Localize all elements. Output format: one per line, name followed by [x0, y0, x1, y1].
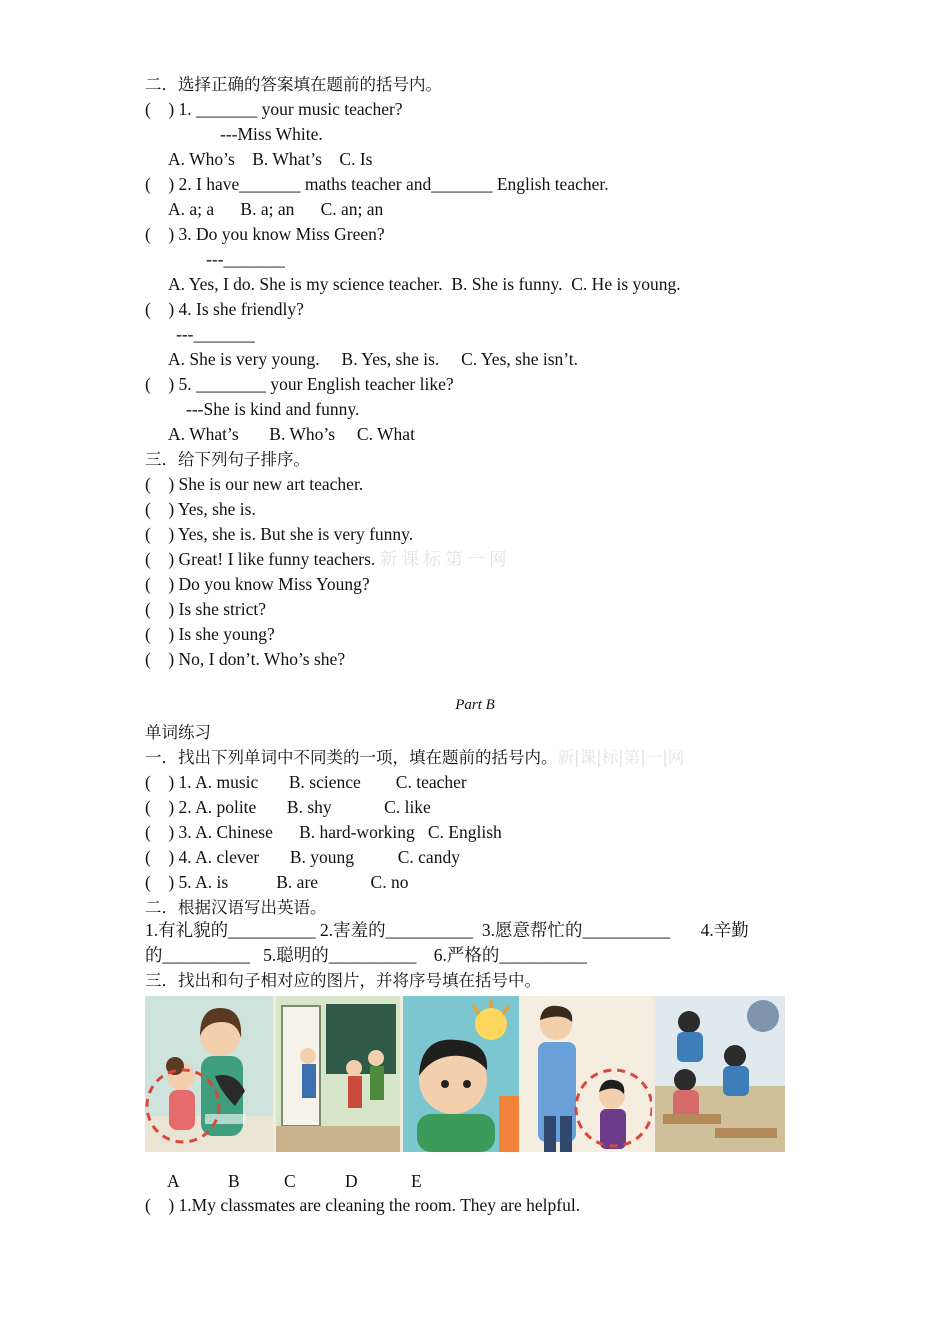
part-b-title: Part B [455, 697, 495, 713]
word-question: ( ) 3. A. Chinese B. hard-working C. English [145, 822, 502, 842]
answer-line: ---_______ [206, 249, 285, 269]
question-line: ( ) 4. Is she friendly? [145, 299, 304, 319]
options-line: A. Who’s B. What’s C. Is [168, 149, 373, 169]
options-line: A. What’s B. Who’s C. What [168, 424, 415, 444]
section-2-title: 二．选择正确的答案填在题前的括号内。 [145, 75, 442, 94]
word-question: ( ) 5. A. is B. are C. no [145, 872, 409, 892]
match-sentence: ( ) 1.My classmates are cleaning the room. They are helpful. [145, 1195, 581, 1215]
part-b-q3-title: 三．找出和句子相对应的图片，并将序号填在括号中。 [145, 971, 541, 990]
order-sentence-text: ( ) Great! I like funny teachers. [145, 549, 376, 569]
picture-label-a: A [167, 1171, 180, 1191]
picture-strip [145, 996, 785, 1152]
picture-a [145, 996, 273, 1152]
question-line: ( ) 5. ________ your English teacher like? [145, 374, 454, 394]
picture-e [655, 996, 785, 1152]
order-sentence: ( ) Yes, she is. But she is very funny. [145, 524, 414, 544]
question-line: ( ) 1. _______ your music teacher? [145, 99, 403, 119]
section-3-title: 三．给下列句子排序。 [145, 450, 310, 469]
part-b-q2-title: 二．根据汉语写出英语。 [145, 898, 327, 917]
order-sentence: ( ) Is she young? [145, 624, 275, 644]
question-line: ( ) 3. Do you know Miss Green? [145, 224, 385, 244]
picture-b [276, 996, 400, 1152]
translation-line: 1.有礼貌的__________ 2.害羞的__________ 3.愿意帮忙的__________ 4.辛勤 [145, 920, 749, 940]
order-sentence: ( ) Is she strict? [145, 599, 267, 619]
order-sentence: ( ) She is our new art teacher. [145, 474, 364, 494]
translation-line: 的__________ 5.聪明的__________ 6.严格的__________ [145, 945, 587, 965]
answer-line: ---She is kind and funny. [186, 399, 360, 419]
picture-label-b: B [228, 1171, 240, 1191]
answer-line: ---_______ [176, 324, 255, 344]
word-question: ( ) 1. A. music B. science C. teacher [145, 772, 467, 792]
q1-title-text: 一．找出下列单词中不同类的一项，填在题前的括号内。 [145, 748, 558, 767]
order-sentence [145, 547, 507, 572]
part-b-subtitle: 单词练习 [145, 723, 211, 742]
options-line: A. a; a B. a; an C. an; an [168, 199, 384, 219]
part-b-q1-title [145, 745, 684, 770]
question-line: ( ) 2. I have_______ maths teacher and_______ English teacher. [145, 174, 609, 194]
options-line: A. Yes, I do. She is my science teacher. B. She is funny. C. He is young. [168, 274, 681, 294]
order-sentence: ( ) Do you know Miss Young? [145, 574, 370, 594]
picture-d [522, 996, 652, 1152]
picture-label-e: E [411, 1171, 422, 1191]
picture-label-d: D [345, 1171, 358, 1191]
word-question: ( ) 2. A. polite B. shy C. like [145, 797, 431, 817]
picture-label-c: C [284, 1171, 296, 1191]
answer-line: ---Miss White. [220, 124, 323, 144]
word-question: ( ) 4. A. clever B. young C. candy [145, 847, 460, 867]
watermark: 新|课|标|第|一|网 [557, 748, 685, 767]
order-sentence: ( ) Yes, she is. [145, 499, 256, 519]
picture-c [403, 996, 519, 1152]
order-sentence: ( ) No, I don’t. Who’s she? [145, 649, 346, 669]
options-line: A. She is very young. B. Yes, she is. C. Yes, she isn’t. [168, 349, 579, 369]
watermark: 新 课 标 第 一 网 [379, 549, 507, 569]
